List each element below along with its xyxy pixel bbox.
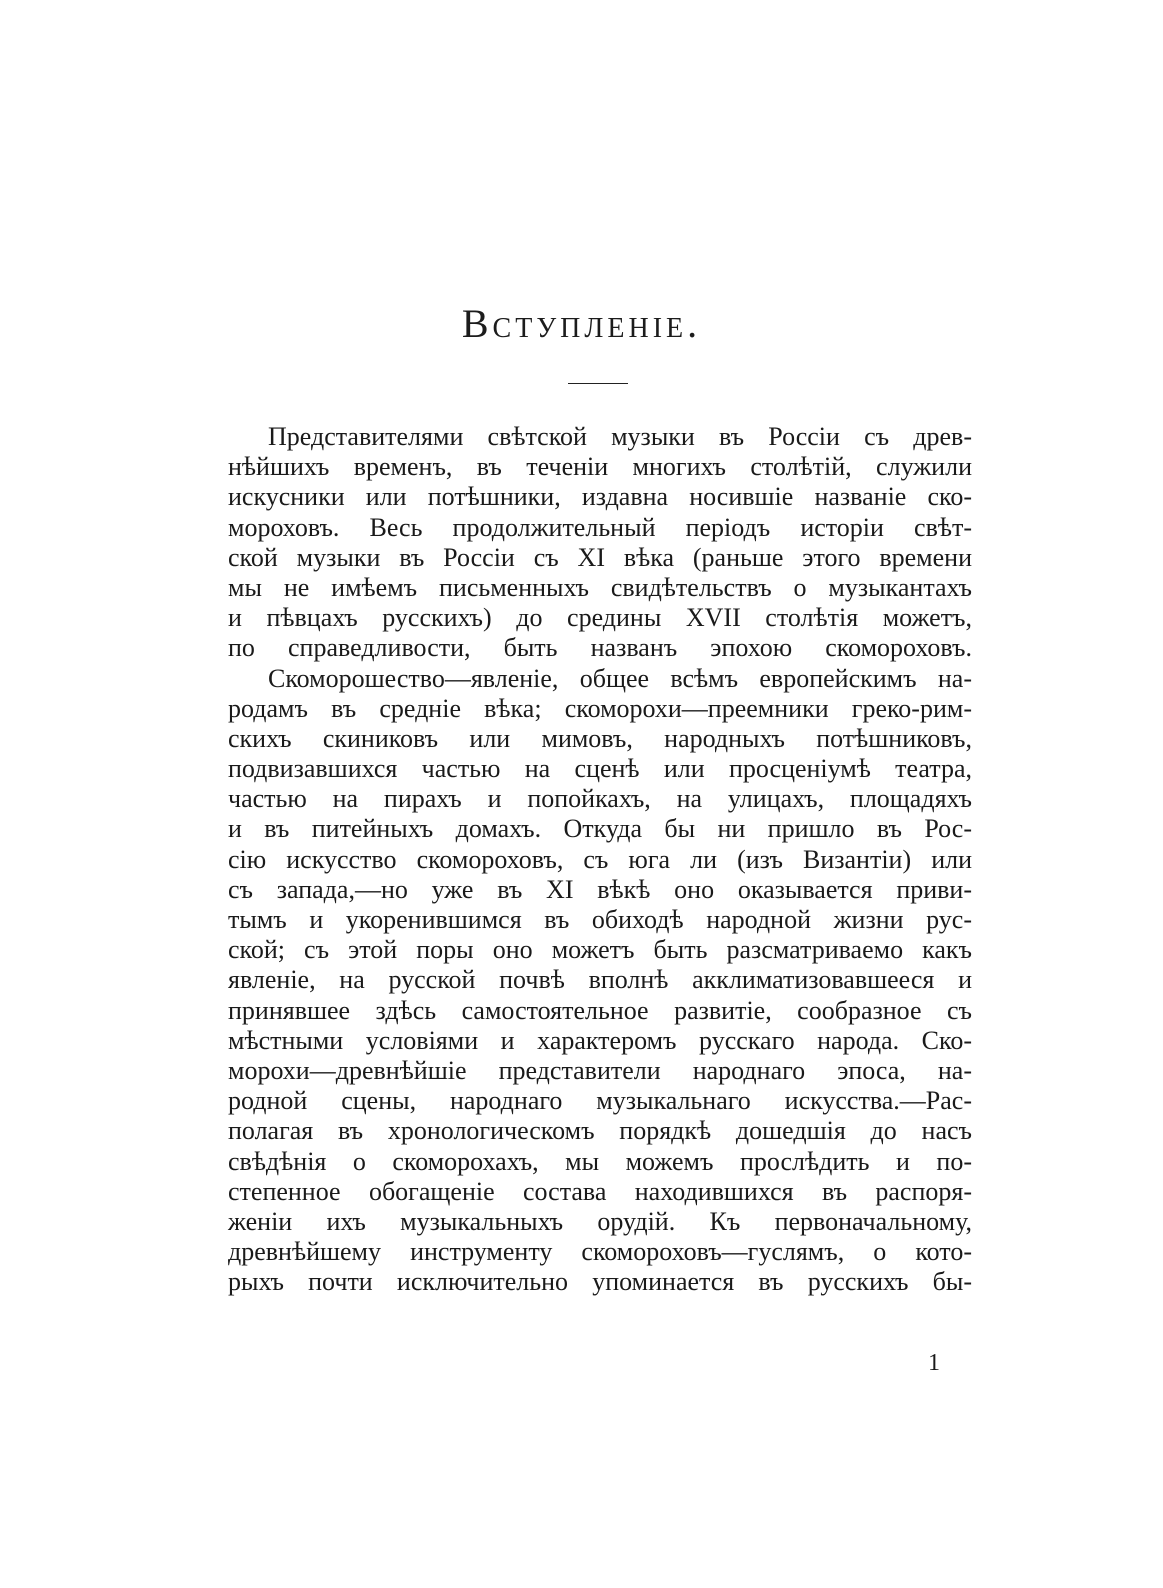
text-line: ской музыки въ Россіи съ XI вѣка (раньше этого времени xyxy=(228,542,972,572)
text-line: морохи—древнѣйшіе представители народнаго эпоса, на- xyxy=(228,1055,972,1085)
text-line: полагая въ хронологическомъ порядкѣ дошедшія до насъ xyxy=(228,1116,972,1146)
body-text xyxy=(228,422,972,1297)
text-line: и пѣвцахъ русскихъ) до средины XVII столѣтія можетъ, xyxy=(228,603,972,633)
text-line: сію искусство скомороховъ, съ юга ли (изъ Византіи) или xyxy=(228,844,972,874)
text-line: родамъ въ средніе вѣка; скоморохи—преемники греко-рим- xyxy=(228,693,972,723)
text-line: принявшее здѣсь самостоятельное развитіе, сообразное съ xyxy=(228,995,972,1025)
title-divider xyxy=(568,383,628,384)
text-line: степенное обогащеніе состава находившихся въ распоря- xyxy=(228,1176,972,1206)
text-line: древнѣйшему инструменту скомороховъ—гуслямъ, о кото- xyxy=(228,1237,972,1267)
text-line: свѣдѣнія о скоморохахъ, мы можемъ прослѣдить и по- xyxy=(228,1146,972,1176)
text-line: мороховъ. Весь продолжительный періодъ исторіи свѣт- xyxy=(228,512,972,542)
text-line: родной сцены, народнаго музыкальнаго искусства.—Рас- xyxy=(228,1086,972,1116)
text-line: подвизавшихся частью на сценѣ или просценіумѣ театра, xyxy=(228,754,972,784)
chapter-title: Вступленіе. xyxy=(461,301,702,346)
text-line: и въ питейныхъ домахъ. Откуда бы ни пришло въ Рос- xyxy=(228,814,972,844)
text-line: съ запада,—но уже въ XI вѣкѣ оно оказывается приви- xyxy=(228,874,972,904)
text-line: скихъ скиниковъ или мимовъ, народныхъ потѣшниковъ, xyxy=(228,723,972,753)
text-line: по справедливости, быть названъ эпохою скомороховъ. xyxy=(228,633,972,663)
text-line: мѣстными условіями и характеромъ русскаго народа. Ско- xyxy=(228,1025,972,1055)
page-number: 1 xyxy=(928,1350,940,1376)
text-line: рыхъ почти исключительно упоминается въ русскихъ бы- xyxy=(228,1267,972,1297)
text-line: частью на пирахъ и попойкахъ, на улицахъ, площадяхъ xyxy=(228,784,972,814)
text-line: Представителями свѣтской музыки въ Россіи съ древ- xyxy=(268,422,972,451)
text-line: явленіе, на русской почвѣ вполнѣ акклиматизовавшееся и xyxy=(228,965,972,995)
text-line: нѣйшихъ временъ, въ теченіи многихъ столѣтій, служили xyxy=(228,452,972,482)
text-line: Скоморошество—явленіе, общее всѣмъ европейскимъ на- xyxy=(268,663,972,693)
text-line: тымъ и укоренившимся въ обиходѣ народной жизни рус- xyxy=(228,905,972,934)
text-line: искусники или потѣшники, издавна носившіе названіе ско- xyxy=(228,482,972,512)
text-line: ской; съ этой поры оно можетъ быть разсматриваемо какъ xyxy=(228,935,972,965)
text-line: мы не имѣемъ письменныхъ свидѣтельствъ о музыкантахъ xyxy=(228,572,972,602)
text-line: женіи ихъ музыкальныхъ орудій. Къ первоначальному, xyxy=(228,1206,972,1236)
